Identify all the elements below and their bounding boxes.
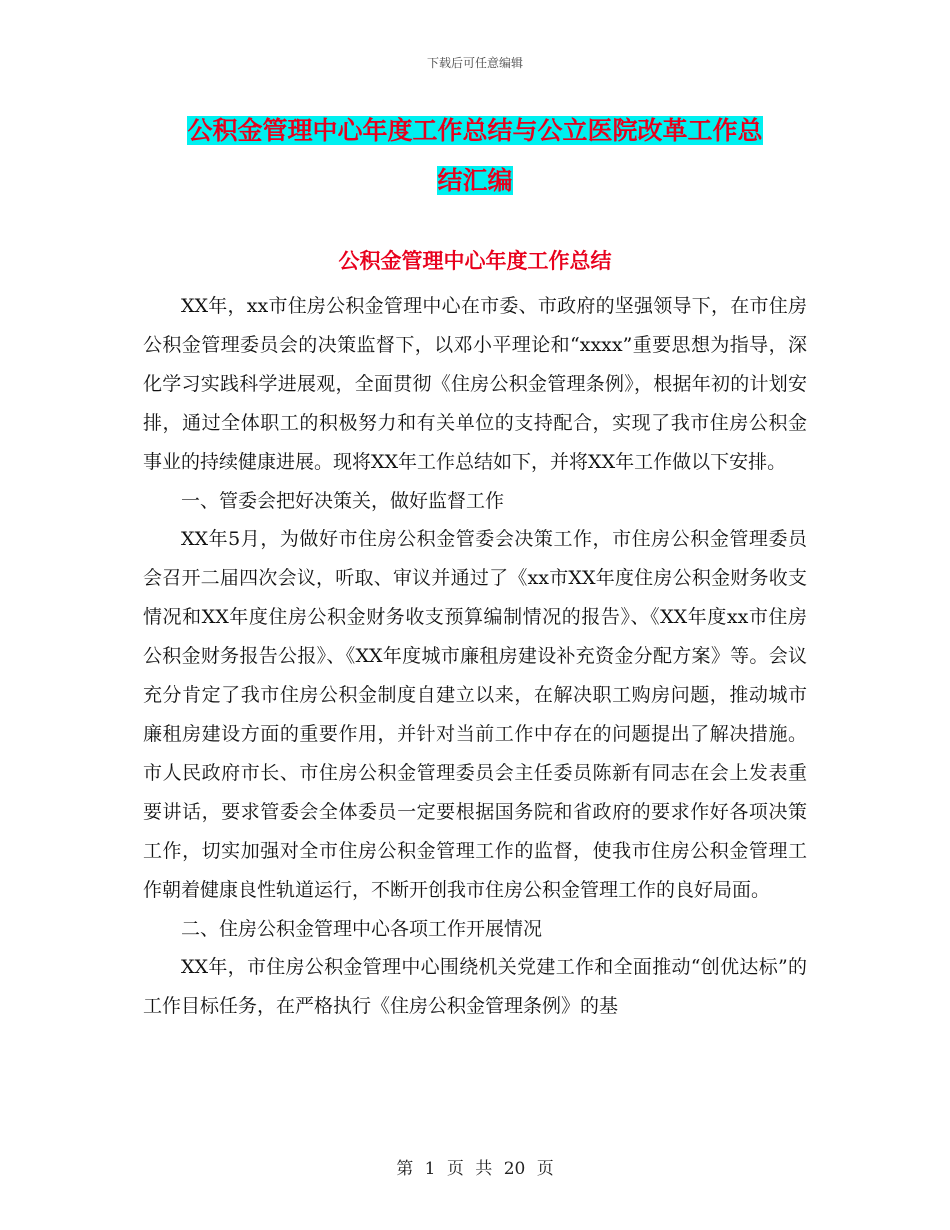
document-body — [143, 287, 807, 1026]
page-footer-number: 第 1 页 共 20 页 — [396, 1159, 554, 1179]
document-title — [0, 106, 950, 206]
heading-part-2: 二、住房公积金管理中心各项工作开展情况 — [181, 917, 543, 940]
section-title: 公积金管理中心年度工作总结 — [338, 249, 612, 273]
document-title-line-2: 结汇编 — [437, 166, 513, 195]
heading-part-1: 一、管委会把好决策关，做好监督工作 — [181, 489, 505, 512]
page-header-note: 下载后可任意编辑 — [426, 56, 523, 70]
document-title-line-1: 公积金管理中心年度工作总结与公立医院改革工作总 — [187, 116, 763, 145]
paragraph-part-2: XX年，市住房公积金管理中心围绕机关党建工作和全面推动“创优达标”的工作目标任务，在严格执行《住房公积金管理条例》的基 — [143, 956, 807, 1018]
paragraph-part-1: XX年5月，为做好市住房公积金管委会决策工作，市住房公积金管理委员会召开二届四次会议，听取、审议并通过了《xx市XX年度住房公积金财务收支情况和XX年度住房公积金财务收支预算编制情况的报告》、《XX年度xx市住房公积金财务报告公报》、《XX年度城市廉租房建设补充资金分配方案》等。会议充分肯定了我市住房公积金制度自建立以来，在解决职工购房问题，推动城市廉租房建设方面的重要作用，并针对当前工作中存在的问题提出了解决措施。市人民政府市长、市住房公积金管理委员会主任委员陈新有同志在会上发表重要讲话，要求管委会全体委员一定要根据国务院和省政府的要求作好各项决策工作，切实加强对全市住房公积金管理工作的监督，使我市住房公积金管理工作朝着健康良性轨道运行，不断开创我市住房公积金管理工作的良好局面。 — [143, 528, 807, 901]
paragraph-intro: XX年，xx市住房公积金管理中心在市委、市政府的坚强领导下，在市住房公积金管理委员会的决策监督下，以邓小平理论和“xxxx”重要思想为指导，深化学习实践科学进展观，全面贯彻《住房公积金管理条例》，根据年初的计划安排，通过全体职工的积极努力和有关单位的支持配合，实现了我市住房公积金事业的持续健康进展。现将XX年工作总结如下，并将XX年工作做以下安排。 — [143, 295, 807, 473]
